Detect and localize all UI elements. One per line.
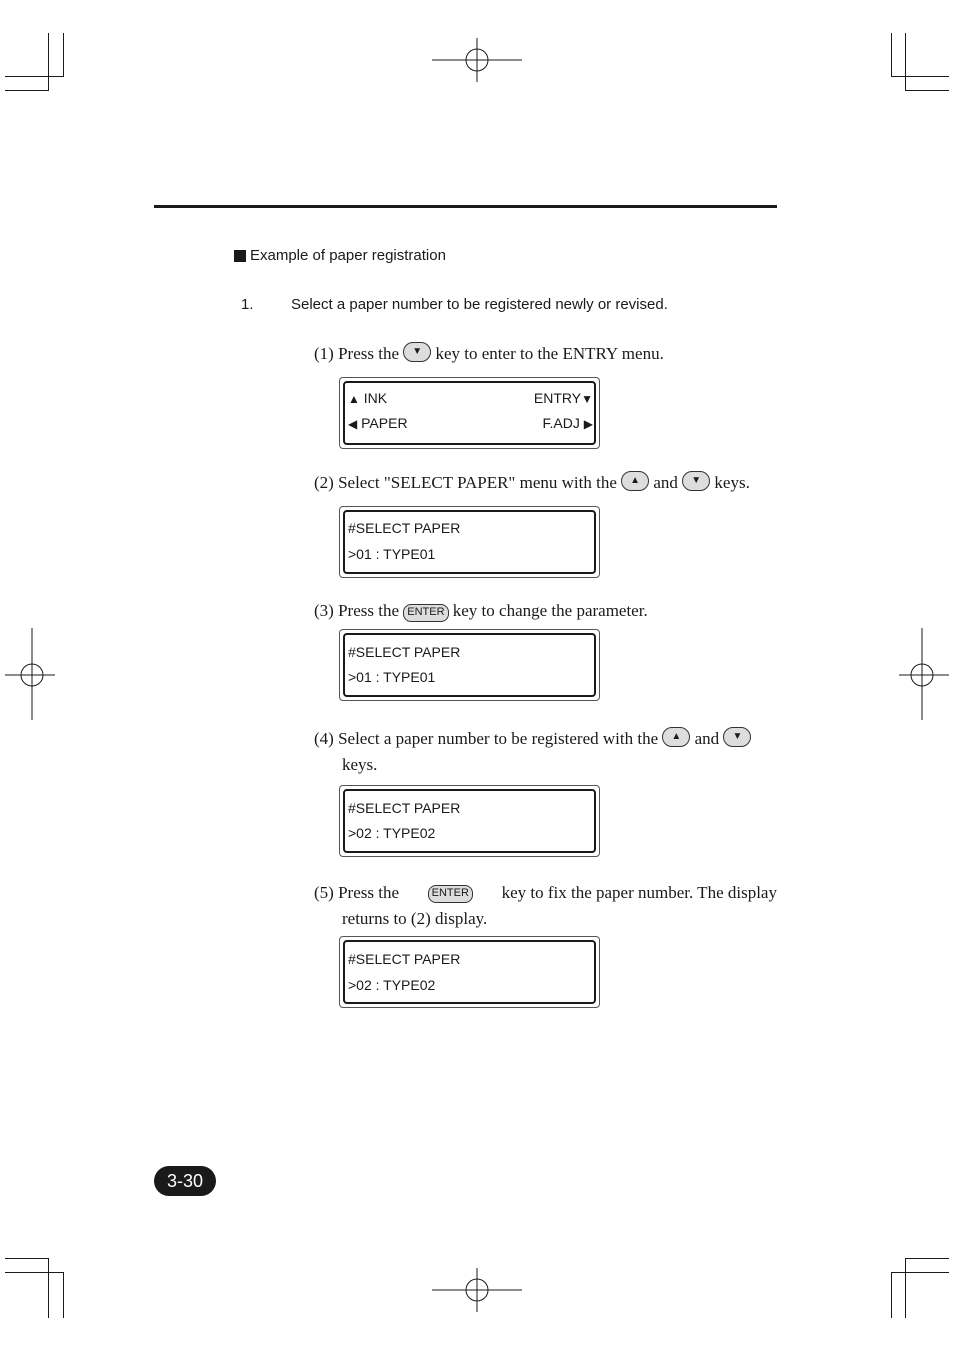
up-key-icon: ▲ [662,727,690,747]
section-heading-text: Example of paper registration [250,247,446,264]
instruction-4: (4) Select a paper number to be registered with the ▲ and ▼ [314,726,784,752]
step-number: 1. [241,296,254,313]
up-key-icon: ▲ [621,471,649,491]
instruction-3: (3) Press the ENTER key to change the parameter. [314,601,648,620]
lcd-display-1: ▲ INK ENTRY▼ ◀ PAPER F.ADJ ▶ [339,377,600,449]
enter-key-icon: ENTER [428,885,473,903]
left-arrow-icon: ◀ [348,417,358,431]
lcd-display-5: #SELECT PAPER >02 : TYPE02 [339,936,600,1008]
lcd-display-2: #SELECT PAPER >01 : TYPE01 [339,506,600,578]
page-number: 3-30 [154,1166,216,1196]
registration-crosshair-right [899,628,949,720]
down-arrow-icon: ▼ [581,392,593,406]
registration-crosshair-left [5,628,55,720]
section-heading [234,247,446,264]
up-arrow-icon: ▲ [348,392,360,406]
instruction-4-continued: keys. [342,755,378,774]
down-key-icon: ▼ [403,342,431,362]
instruction-5: (5) Press the ENTER key to fix the paper number. The display [314,883,777,902]
step-text: Select a paper number to be registered newly or revised. [291,296,668,313]
header-rule [154,205,777,208]
registration-crosshair-top [430,38,524,82]
down-key-icon: ▼ [682,471,710,491]
square-bullet-icon [234,250,246,262]
instruction-1: (1) Press the ▼ key to enter to the ENTRY menu. [314,344,664,363]
instruction-2: (2) Select "SELECT PAPER" menu with the ▲ and ▼ keys. [314,473,750,492]
down-key-icon: ▼ [723,727,751,747]
enter-key-icon: ENTER [403,604,448,622]
lcd-display-3: #SELECT PAPER >01 : TYPE01 [339,629,600,701]
right-arrow-icon: ▶ [583,417,593,431]
instruction-5-continued: returns to (2) display. [342,909,488,928]
lcd-display-4: #SELECT PAPER >02 : TYPE02 [339,785,600,857]
registration-crosshair-bottom [430,1268,524,1312]
